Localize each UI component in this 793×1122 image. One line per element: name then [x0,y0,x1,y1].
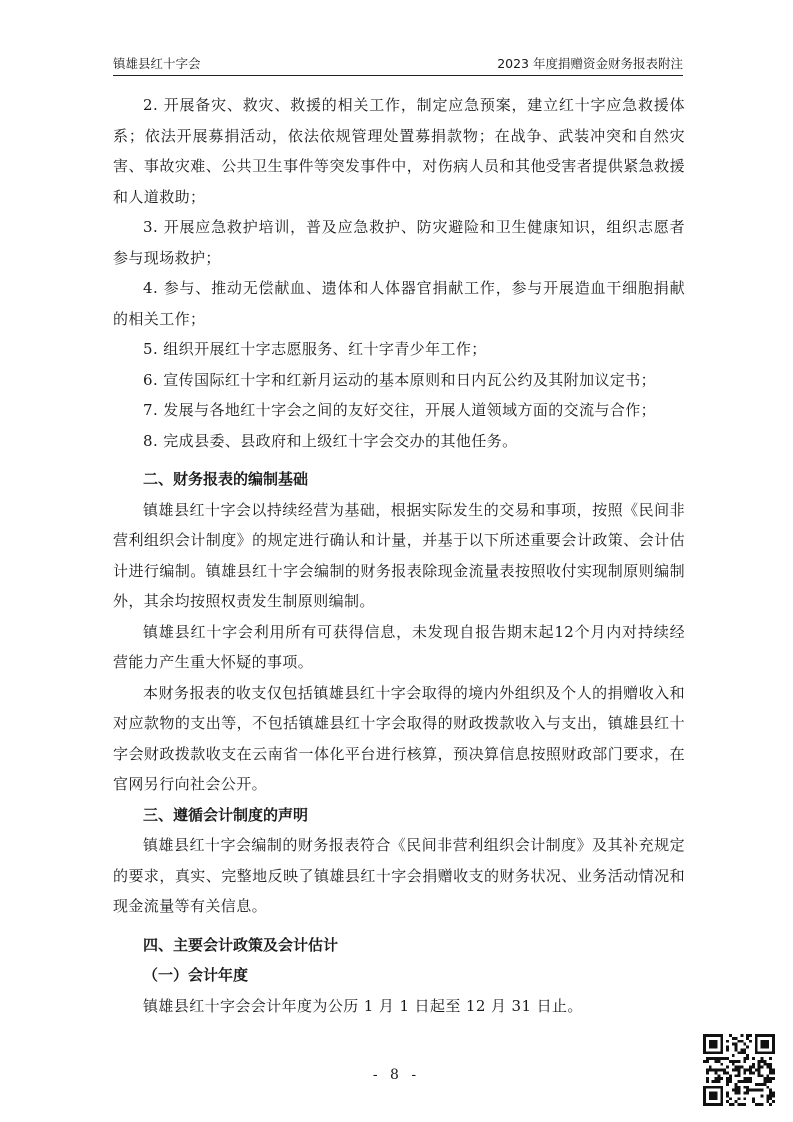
section-heading-3: 三、遵循会计制度的声明 [143,805,309,824]
page-number: - 8 - [372,1067,421,1083]
section-2-paragraph-2: 镇雄县红十字会利用所有可获得信息，未发现自报告期末起12个月内对持续经营能力产生重大怀疑的事项。 [113,622,685,671]
duty-item-5: 5. 组织开展红十字志愿服务、红十字青少年工作； [143,340,487,358]
section-heading-2: 二、财务报表的编制基础 [143,470,309,488]
header-rule [113,75,683,76]
duty-item-6: 6. 宣传国际红十字和红新月运动的基本原则和日内瓦公约及其附加议定书； [143,370,657,389]
duty-item-2: 2. 开展备灾、救灾、救援的相关工作，制定应急预案，建立红十字应急救援体系；依法开展募捐活动，依法依规管理处置募捐款物；在战争、武装冲突和自然灾害、事故灾难、公共卫生事件等突发事件中，对伤病人员和其他受害者提供紧急救援和人道救助； [113,96,685,206]
duty-item-8: 8. 完成县委、县政府和上级红十字会交办的其他任务。 [143,431,518,450]
page-header [113,50,683,76]
duty-item-3: 3. 开展应急救护培训，普及应急救护、防灾避险和卫生健康知识，组织志愿者参与现场救护； [113,218,685,267]
section-2-paragraph-1: 镇雄县红十字会以持续经营为基础，根据实际发生的交易和事项，按照《民间非营利组织会计制度》的规定进行确认和计量，并基于以下所述重要会计政策、会计估计进行编制。镇雄县红十字会编制的财务报表除现金流量表按照收付实现制原则编制外，其余均按照权责发生制原则编制。 [113,500,685,610]
duty-item-4: 4. 参与、推动无偿献血、遗体和人体器官捐献工作，参与开展造血干细胞捐献的相关工作； [113,279,685,328]
qr-code-icon [703,1034,775,1106]
section-2-paragraph-3: 本财务报表的收支仅包括镇雄县红十字会取得的境内外组织及个人的捐赠收入和对应款物的支出等，不包括镇雄县红十字会取得的财政拨款收入与支出，镇雄县红十字会财政拨款收支在云南省一体化平台进行核算，预决算信息按照财政部门要求，在官网另行向社会公开。 [113,683,685,793]
subsection-heading-1: （一）会计年度 [143,966,249,984]
header-org: 镇雄县红十字会 [113,56,201,71]
section-heading-4: 四、主要会计政策及会计估计 [143,935,339,954]
document-body [113,90,685,1021]
subsection-1-paragraph-1: 镇雄县红十字会会计年度为公历 1 月 1 日起至 12 月 31 日止。 [143,996,583,1015]
duty-item-7: 7. 发展与各地红十字会之间的友好交往，开展人道领域方面的交流与合作； [143,401,657,419]
header-doc-title: 2023 年度捐赠资金财务报表附注 [497,56,683,71]
section-3-paragraph-1: 镇雄县红十字会编制的财务报表符合《民间非营利组织会计制度》及其补充规定的要求，真实、完整地反映了镇雄县红十字会捐赠收支的财务状况、业务活动情况和现金流量等有关信息。 [113,836,685,915]
